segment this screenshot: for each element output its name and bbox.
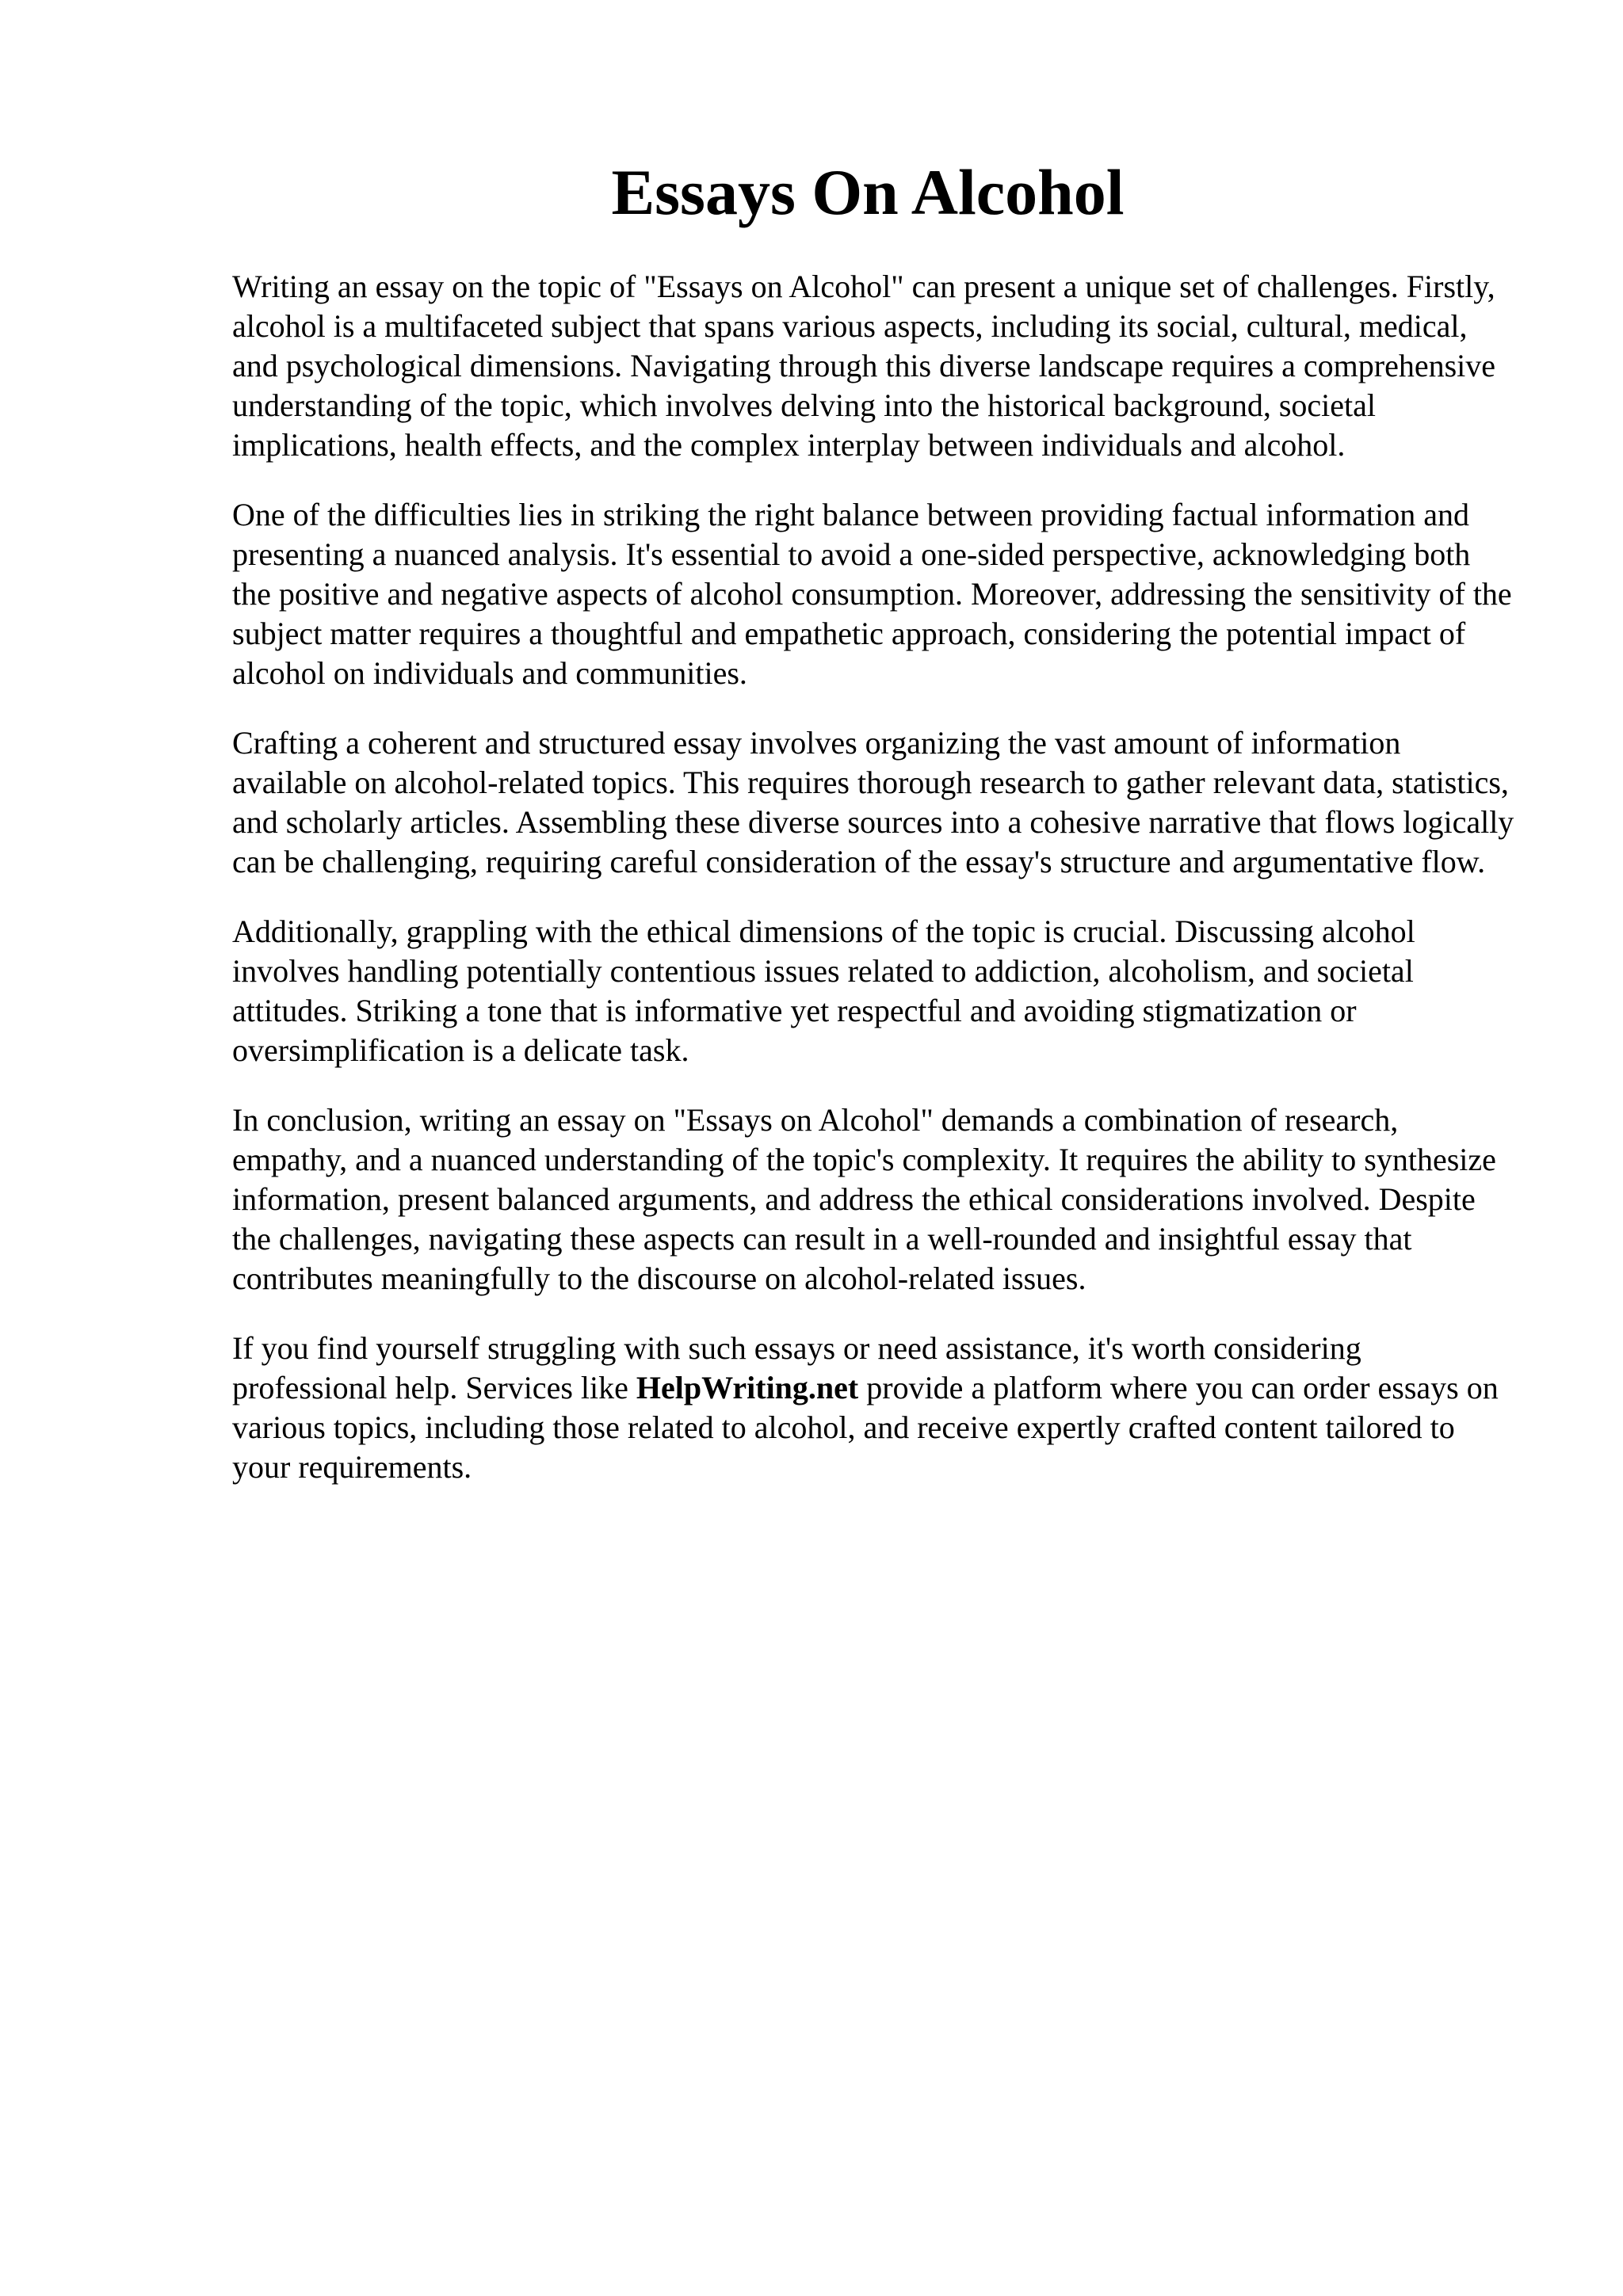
help-text-before: If you find yourself struggling with such essays or need assistance, it's worth considering professional help. Services like (232, 1330, 1361, 1405)
help-text-after: provide a platform where you can order essays on various topics, including those related to alcohol, and receive expertly crafted content tailored to your requirements. (232, 1370, 1499, 1485)
brand-name: HelpWriting.net (636, 1370, 859, 1405)
paragraph-ethics: Additionally, grappling with the ethical dimensions of the topic is crucial. Discussing alcohol involves handling potentially contentious issues related to addiction, alcoholism, and societal attitudes. Striking a tone that is informative yet respectful and avoiding stigmatization or oversimplification is a delicate task. (232, 913, 1415, 1068)
paragraph-balance: One of the difficulties lies in striking the right balance between providing factual information and presenting a nuanced analysis. It's essential to avoid a one-sided perspective, acknowledging both the positive and negative aspects of alcohol consumption. Moreover, addressing the sensitivity of the subject matter requires a thoughtful and empathetic approach, considering the potential impact of alcohol on individuals and communities. (232, 497, 1512, 691)
paragraph-structure: Crafting a coherent and structured essay involves organizing the vast amount of information available on alcohol-related topics. This requires thorough research to gather relevant data, statistics, and scholarly articles. Assembling these diverse sources into a cohesive narrative that flows logically can be challenging, requiring careful consideration of the essay's structure and argumentative flow. (232, 725, 1514, 879)
paragraph-intro: Writing an essay on the topic of "Essays on Alcohol" can present a unique set of challenges. Firstly, alcohol is a multifaceted subject that spans various aspects, including its social, cultural, medical, and psychological dimensions. Navigating through this diverse landscape requires a comprehensive understanding of the topic, which involves delving into the historical background, societal implications, health effects, and the complex interplay between individuals and alcohol. (232, 269, 1496, 463)
paragraph-help (232, 1329, 1516, 1487)
document-title: Essays On Alcohol (611, 156, 1125, 228)
document-body (232, 267, 1516, 1517)
paragraph-conclusion: In conclusion, writing an essay on "Essays on Alcohol" demands a combination of research, empathy, and a nuanced understanding of the topic's complexity. It requires the ability to synthesize information, present balanced arguments, and address the ethical considerations involved. Despite the challenges, navigating these aspects can result in a well-rounded and insightful essay that contributes meaningfully to the discourse on alcohol-related issues. (232, 1102, 1496, 1296)
